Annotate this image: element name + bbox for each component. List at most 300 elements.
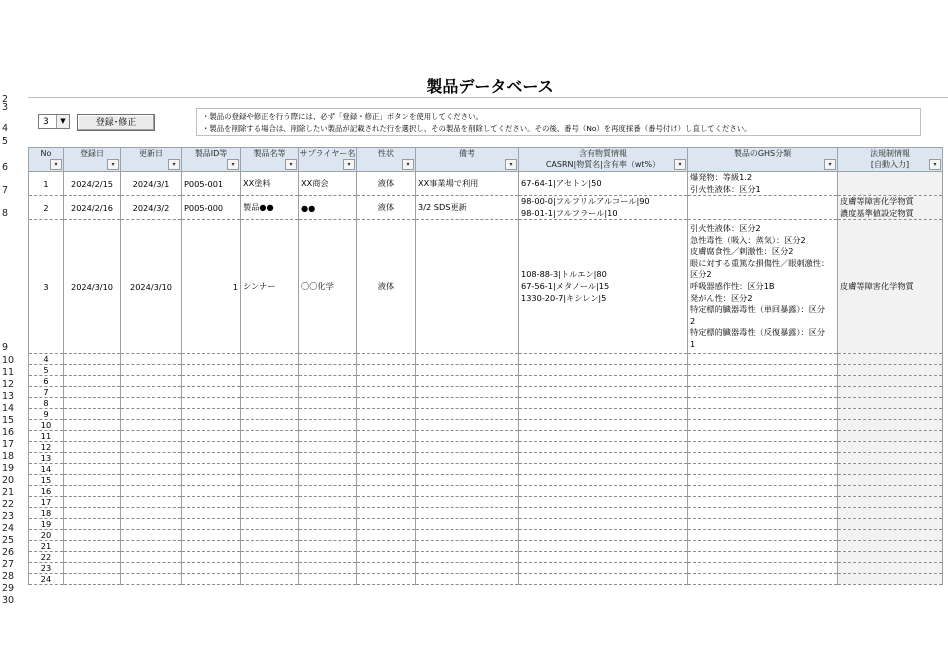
empty-cell[interactable] <box>519 409 688 420</box>
empty-cell[interactable] <box>299 519 357 530</box>
empty-cell[interactable] <box>416 365 519 376</box>
filter-dropdown-icon[interactable]: ▾ <box>50 159 62 170</box>
empty-cell[interactable] <box>121 398 182 409</box>
empty-cell[interactable] <box>241 409 299 420</box>
empty-cell[interactable] <box>182 464 241 475</box>
row-number[interactable]: 15 <box>2 415 15 426</box>
empty-cell[interactable] <box>241 508 299 519</box>
row-number[interactable]: 11 <box>2 367 15 378</box>
empty-cell[interactable] <box>357 497 416 508</box>
empty-cell[interactable] <box>121 563 182 574</box>
cell-product-name[interactable]: 製品●● <box>241 196 299 220</box>
empty-cell[interactable] <box>519 563 688 574</box>
cell-product-name[interactable]: シンナー <box>241 220 299 354</box>
empty-cell[interactable] <box>241 442 299 453</box>
empty-cell[interactable] <box>182 530 241 541</box>
cell-no[interactable]: 5 <box>29 365 64 376</box>
empty-cell[interactable] <box>182 541 241 552</box>
empty-cell[interactable] <box>121 486 182 497</box>
row-number[interactable]: 29 <box>2 583 15 594</box>
cell-upd-date[interactable]: 2024/3/1 <box>121 172 182 196</box>
empty-cell[interactable] <box>416 486 519 497</box>
row-number[interactable]: 9 <box>2 342 9 353</box>
empty-cell[interactable] <box>838 442 943 453</box>
empty-cell[interactable] <box>688 486 838 497</box>
empty-cell[interactable] <box>299 431 357 442</box>
cell-reg-date[interactable]: 2024/2/15 <box>64 172 121 196</box>
empty-cell[interactable] <box>299 354 357 365</box>
empty-cell[interactable] <box>519 530 688 541</box>
empty-cell[interactable] <box>416 497 519 508</box>
cell-no[interactable]: 24 <box>29 574 64 585</box>
filter-dropdown-icon[interactable]: ▾ <box>402 159 414 170</box>
empty-cell[interactable] <box>416 442 519 453</box>
empty-cell[interactable] <box>64 563 121 574</box>
empty-cell[interactable] <box>121 464 182 475</box>
empty-cell[interactable] <box>688 387 838 398</box>
empty-cell[interactable] <box>241 453 299 464</box>
empty-cell[interactable] <box>416 464 519 475</box>
empty-cell[interactable] <box>241 530 299 541</box>
empty-cell[interactable] <box>357 508 416 519</box>
cell-no[interactable]: 14 <box>29 464 64 475</box>
filter-dropdown-icon[interactable]: ▾ <box>227 159 239 170</box>
cell-subs[interactable] <box>519 172 688 196</box>
cell-no[interactable]: 13 <box>29 453 64 464</box>
empty-cell[interactable] <box>299 453 357 464</box>
row-number[interactable]: 8 <box>2 208 9 219</box>
empty-cell[interactable] <box>838 475 943 486</box>
empty-cell[interactable] <box>182 563 241 574</box>
empty-cell[interactable] <box>688 431 838 442</box>
empty-cell[interactable] <box>121 431 182 442</box>
row-number[interactable]: 6 <box>2 162 9 173</box>
empty-cell[interactable] <box>299 486 357 497</box>
empty-cell[interactable] <box>416 409 519 420</box>
empty-cell[interactable] <box>64 354 121 365</box>
empty-cell[interactable] <box>241 365 299 376</box>
empty-cell[interactable] <box>357 442 416 453</box>
empty-cell[interactable] <box>838 563 943 574</box>
row-number[interactable]: 19 <box>2 463 15 474</box>
cell-product-name[interactable]: XX塗料 <box>241 172 299 196</box>
cell-no[interactable]: 8 <box>29 398 64 409</box>
empty-cell[interactable] <box>688 354 838 365</box>
empty-cell[interactable] <box>182 387 241 398</box>
cell-supplier[interactable]: XX商会 <box>299 172 357 196</box>
cell-no[interactable]: 9 <box>29 409 64 420</box>
empty-cell[interactable] <box>357 574 416 585</box>
cell-no[interactable]: 15 <box>29 475 64 486</box>
empty-cell[interactable] <box>299 420 357 431</box>
empty-cell[interactable] <box>64 464 121 475</box>
cell-no[interactable]: 1 <box>29 172 64 196</box>
empty-cell[interactable] <box>299 365 357 376</box>
empty-cell[interactable] <box>182 453 241 464</box>
empty-cell[interactable] <box>241 574 299 585</box>
cell-no[interactable]: 2 <box>29 196 64 220</box>
cell-product-id[interactable]: P005-000 <box>182 196 241 220</box>
row-number[interactable]: 10 <box>2 355 15 366</box>
filter-dropdown-icon[interactable]: ▾ <box>929 159 941 170</box>
empty-cell[interactable] <box>64 431 121 442</box>
empty-cell[interactable] <box>357 387 416 398</box>
empty-cell[interactable] <box>121 519 182 530</box>
empty-cell[interactable] <box>416 541 519 552</box>
empty-cell[interactable] <box>519 420 688 431</box>
empty-cell[interactable] <box>121 453 182 464</box>
empty-cell[interactable] <box>416 475 519 486</box>
empty-cell[interactable] <box>182 508 241 519</box>
row-number[interactable]: 30 <box>2 595 15 606</box>
empty-cell[interactable] <box>357 409 416 420</box>
empty-cell[interactable] <box>416 552 519 563</box>
empty-cell[interactable] <box>64 442 121 453</box>
row-number[interactable]: 22 <box>2 499 15 510</box>
empty-cell[interactable] <box>519 431 688 442</box>
empty-cell[interactable] <box>121 508 182 519</box>
empty-cell[interactable] <box>182 574 241 585</box>
row-number[interactable]: 7 <box>2 185 9 196</box>
cell-subs[interactable] <box>519 196 688 220</box>
cell-state[interactable]: 液体 <box>357 172 416 196</box>
cell-no[interactable]: 10 <box>29 420 64 431</box>
empty-cell[interactable] <box>241 519 299 530</box>
empty-cell[interactable] <box>838 497 943 508</box>
empty-cell[interactable] <box>357 475 416 486</box>
empty-cell[interactable] <box>182 486 241 497</box>
empty-cell[interactable] <box>688 508 838 519</box>
empty-cell[interactable] <box>182 519 241 530</box>
empty-cell[interactable] <box>416 398 519 409</box>
empty-cell[interactable] <box>688 563 838 574</box>
empty-cell[interactable] <box>64 541 121 552</box>
cell-product-id[interactable]: 1 <box>182 220 241 354</box>
empty-cell[interactable] <box>241 431 299 442</box>
empty-cell[interactable] <box>519 574 688 585</box>
cell-upd-date[interactable]: 2024/3/10 <box>121 220 182 354</box>
cell-reg-date[interactable]: 2024/2/16 <box>64 196 121 220</box>
empty-cell[interactable] <box>688 409 838 420</box>
empty-cell[interactable] <box>299 552 357 563</box>
empty-cell[interactable] <box>241 464 299 475</box>
empty-cell[interactable] <box>688 497 838 508</box>
empty-cell[interactable] <box>357 519 416 530</box>
empty-cell[interactable] <box>357 486 416 497</box>
empty-cell[interactable] <box>64 387 121 398</box>
row-number[interactable]: 21 <box>2 487 15 498</box>
empty-cell[interactable] <box>357 552 416 563</box>
empty-cell[interactable] <box>357 453 416 464</box>
empty-cell[interactable] <box>357 398 416 409</box>
chevron-down-icon[interactable]: ▼ <box>56 115 69 128</box>
empty-cell[interactable] <box>416 387 519 398</box>
filter-dropdown-icon[interactable]: ▾ <box>168 159 180 170</box>
empty-cell[interactable] <box>182 376 241 387</box>
row-number[interactable]: 20 <box>2 475 15 486</box>
empty-cell[interactable] <box>64 497 121 508</box>
empty-cell[interactable] <box>241 420 299 431</box>
empty-cell[interactable] <box>121 354 182 365</box>
empty-cell[interactable] <box>121 497 182 508</box>
empty-cell[interactable] <box>64 508 121 519</box>
cell-remark[interactable]: 3/2 SDS更新 <box>416 196 519 220</box>
empty-cell[interactable] <box>299 464 357 475</box>
empty-cell[interactable] <box>299 387 357 398</box>
empty-cell[interactable] <box>182 431 241 442</box>
empty-cell[interactable] <box>416 530 519 541</box>
empty-cell[interactable] <box>357 365 416 376</box>
row-number[interactable]: 17 <box>2 439 15 450</box>
empty-cell[interactable] <box>241 497 299 508</box>
cell-upd-date[interactable]: 2024/3/2 <box>121 196 182 220</box>
empty-cell[interactable] <box>416 508 519 519</box>
cell-supplier[interactable]: 〇〇化学 <box>299 220 357 354</box>
empty-cell[interactable] <box>838 354 943 365</box>
empty-cell[interactable] <box>299 541 357 552</box>
empty-cell[interactable] <box>688 464 838 475</box>
empty-cell[interactable] <box>838 409 943 420</box>
row-number[interactable]: 25 <box>2 535 15 546</box>
empty-cell[interactable] <box>688 519 838 530</box>
row-select-combo[interactable] <box>38 114 70 129</box>
empty-cell[interactable] <box>182 365 241 376</box>
empty-cell[interactable] <box>299 409 357 420</box>
empty-cell[interactable] <box>64 530 121 541</box>
empty-cell[interactable] <box>64 398 121 409</box>
empty-cell[interactable] <box>121 530 182 541</box>
filter-dropdown-icon[interactable]: ▾ <box>343 159 355 170</box>
empty-cell[interactable] <box>519 398 688 409</box>
empty-cell[interactable] <box>688 453 838 464</box>
cell-state[interactable]: 液体 <box>357 196 416 220</box>
empty-cell[interactable] <box>838 530 943 541</box>
empty-cell[interactable] <box>299 398 357 409</box>
empty-cell[interactable] <box>838 464 943 475</box>
empty-cell[interactable] <box>121 574 182 585</box>
empty-cell[interactable] <box>241 552 299 563</box>
row-number[interactable]: 16 <box>2 427 15 438</box>
empty-cell[interactable] <box>357 376 416 387</box>
empty-cell[interactable] <box>357 563 416 574</box>
cell-product-id[interactable]: P005-001 <box>182 172 241 196</box>
row-number[interactable]: 5 <box>2 136 9 147</box>
cell-subs[interactable] <box>519 220 688 354</box>
empty-cell[interactable] <box>416 420 519 431</box>
empty-cell[interactable] <box>241 541 299 552</box>
empty-cell[interactable] <box>519 442 688 453</box>
empty-cell[interactable] <box>519 475 688 486</box>
empty-cell[interactable] <box>688 365 838 376</box>
cell-remark[interactable] <box>416 220 519 354</box>
empty-cell[interactable] <box>64 453 121 464</box>
empty-cell[interactable] <box>519 354 688 365</box>
row-number[interactable]: 3 <box>2 102 9 113</box>
empty-cell[interactable] <box>241 486 299 497</box>
register-edit-button[interactable]: 登録･修正 <box>77 114 155 131</box>
empty-cell[interactable] <box>299 563 357 574</box>
empty-cell[interactable] <box>688 376 838 387</box>
cell-no[interactable]: 11 <box>29 431 64 442</box>
empty-cell[interactable] <box>241 376 299 387</box>
empty-cell[interactable] <box>519 497 688 508</box>
empty-cell[interactable] <box>299 442 357 453</box>
empty-cell[interactable] <box>299 530 357 541</box>
empty-cell[interactable] <box>64 409 121 420</box>
cell-state[interactable]: 液体 <box>357 220 416 354</box>
cell-no[interactable]: 12 <box>29 442 64 453</box>
empty-cell[interactable] <box>838 453 943 464</box>
empty-cell[interactable] <box>519 519 688 530</box>
row-number[interactable]: 18 <box>2 451 15 462</box>
empty-cell[interactable] <box>838 376 943 387</box>
empty-cell[interactable] <box>64 552 121 563</box>
row-number[interactable]: 13 <box>2 391 15 402</box>
empty-cell[interactable] <box>519 365 688 376</box>
cell-no[interactable]: 22 <box>29 552 64 563</box>
cell-no[interactable]: 6 <box>29 376 64 387</box>
empty-cell[interactable] <box>688 530 838 541</box>
cell-ghs[interactable] <box>688 172 838 196</box>
empty-cell[interactable] <box>64 475 121 486</box>
empty-cell[interactable] <box>416 431 519 442</box>
empty-cell[interactable] <box>299 475 357 486</box>
filter-dropdown-icon[interactable]: ▾ <box>674 159 686 170</box>
empty-cell[interactable] <box>688 475 838 486</box>
empty-cell[interactable] <box>64 365 121 376</box>
empty-cell[interactable] <box>519 453 688 464</box>
filter-dropdown-icon[interactable]: ▾ <box>505 159 517 170</box>
empty-cell[interactable] <box>688 442 838 453</box>
empty-cell[interactable] <box>838 431 943 442</box>
row-number[interactable]: 24 <box>2 523 15 534</box>
empty-cell[interactable] <box>121 376 182 387</box>
empty-cell[interactable] <box>416 574 519 585</box>
filter-dropdown-icon[interactable]: ▾ <box>824 159 836 170</box>
empty-cell[interactable] <box>64 420 121 431</box>
empty-cell[interactable] <box>121 475 182 486</box>
empty-cell[interactable] <box>64 574 121 585</box>
row-number[interactable]: 23 <box>2 511 15 522</box>
empty-cell[interactable] <box>838 486 943 497</box>
empty-cell[interactable] <box>838 508 943 519</box>
empty-cell[interactable] <box>688 574 838 585</box>
empty-cell[interactable] <box>299 376 357 387</box>
empty-cell[interactable] <box>121 541 182 552</box>
filter-dropdown-icon[interactable]: ▾ <box>285 159 297 170</box>
empty-cell[interactable] <box>121 442 182 453</box>
cell-no[interactable]: 4 <box>29 354 64 365</box>
empty-cell[interactable] <box>688 420 838 431</box>
cell-law[interactable] <box>838 172 943 196</box>
empty-cell[interactable] <box>241 563 299 574</box>
cell-no[interactable]: 19 <box>29 519 64 530</box>
cell-no[interactable]: 7 <box>29 387 64 398</box>
cell-ghs[interactable] <box>688 196 838 220</box>
cell-reg-date[interactable]: 2024/3/10 <box>64 220 121 354</box>
empty-cell[interactable] <box>519 486 688 497</box>
row-number[interactable]: 12 <box>2 379 15 390</box>
empty-cell[interactable] <box>416 453 519 464</box>
cell-no[interactable]: 23 <box>29 563 64 574</box>
cell-no[interactable]: 17 <box>29 497 64 508</box>
empty-cell[interactable] <box>64 519 121 530</box>
empty-cell[interactable] <box>182 409 241 420</box>
empty-cell[interactable] <box>121 365 182 376</box>
empty-cell[interactable] <box>838 387 943 398</box>
empty-cell[interactable] <box>241 475 299 486</box>
empty-cell[interactable] <box>357 530 416 541</box>
cell-remark[interactable]: XX事業場で利用 <box>416 172 519 196</box>
empty-cell[interactable] <box>299 497 357 508</box>
row-number[interactable]: 27 <box>2 559 15 570</box>
empty-cell[interactable] <box>64 376 121 387</box>
empty-cell[interactable] <box>182 420 241 431</box>
empty-cell[interactable] <box>182 398 241 409</box>
empty-cell[interactable] <box>416 519 519 530</box>
filter-dropdown-icon[interactable]: ▾ <box>107 159 119 170</box>
empty-cell[interactable] <box>241 354 299 365</box>
empty-cell[interactable] <box>121 387 182 398</box>
empty-cell[interactable] <box>357 420 416 431</box>
empty-cell[interactable] <box>519 552 688 563</box>
cell-law[interactable] <box>838 196 943 220</box>
empty-cell[interactable] <box>182 497 241 508</box>
empty-cell[interactable] <box>838 552 943 563</box>
empty-cell[interactable] <box>182 552 241 563</box>
cell-no[interactable]: 20 <box>29 530 64 541</box>
empty-cell[interactable] <box>416 354 519 365</box>
empty-cell[interactable] <box>357 541 416 552</box>
empty-cell[interactable] <box>838 519 943 530</box>
empty-cell[interactable] <box>838 420 943 431</box>
empty-cell[interactable] <box>241 387 299 398</box>
empty-cell[interactable] <box>357 431 416 442</box>
empty-cell[interactable] <box>121 552 182 563</box>
empty-cell[interactable] <box>357 464 416 475</box>
empty-cell[interactable] <box>688 541 838 552</box>
empty-cell[interactable] <box>838 574 943 585</box>
cell-no[interactable]: 18 <box>29 508 64 519</box>
empty-cell[interactable] <box>838 365 943 376</box>
empty-cell[interactable] <box>182 442 241 453</box>
row-number[interactable]: 2 <box>2 94 9 105</box>
cell-no[interactable]: 21 <box>29 541 64 552</box>
empty-cell[interactable] <box>64 486 121 497</box>
empty-cell[interactable] <box>299 574 357 585</box>
empty-cell[interactable] <box>357 354 416 365</box>
empty-cell[interactable] <box>519 508 688 519</box>
empty-cell[interactable] <box>519 541 688 552</box>
empty-cell[interactable] <box>416 563 519 574</box>
cell-no[interactable]: 16 <box>29 486 64 497</box>
row-number[interactable]: 14 <box>2 403 15 414</box>
empty-cell[interactable] <box>416 376 519 387</box>
row-number[interactable]: 28 <box>2 571 15 582</box>
cell-supplier[interactable]: ●● <box>299 196 357 220</box>
empty-cell[interactable] <box>121 420 182 431</box>
empty-cell[interactable] <box>182 475 241 486</box>
empty-cell[interactable] <box>241 398 299 409</box>
empty-cell[interactable] <box>688 552 838 563</box>
empty-cell[interactable] <box>519 464 688 475</box>
empty-cell[interactable] <box>688 398 838 409</box>
empty-cell[interactable] <box>519 387 688 398</box>
empty-cell[interactable] <box>519 376 688 387</box>
empty-cell[interactable] <box>838 398 943 409</box>
cell-law[interactable] <box>838 220 943 354</box>
empty-cell[interactable] <box>299 508 357 519</box>
